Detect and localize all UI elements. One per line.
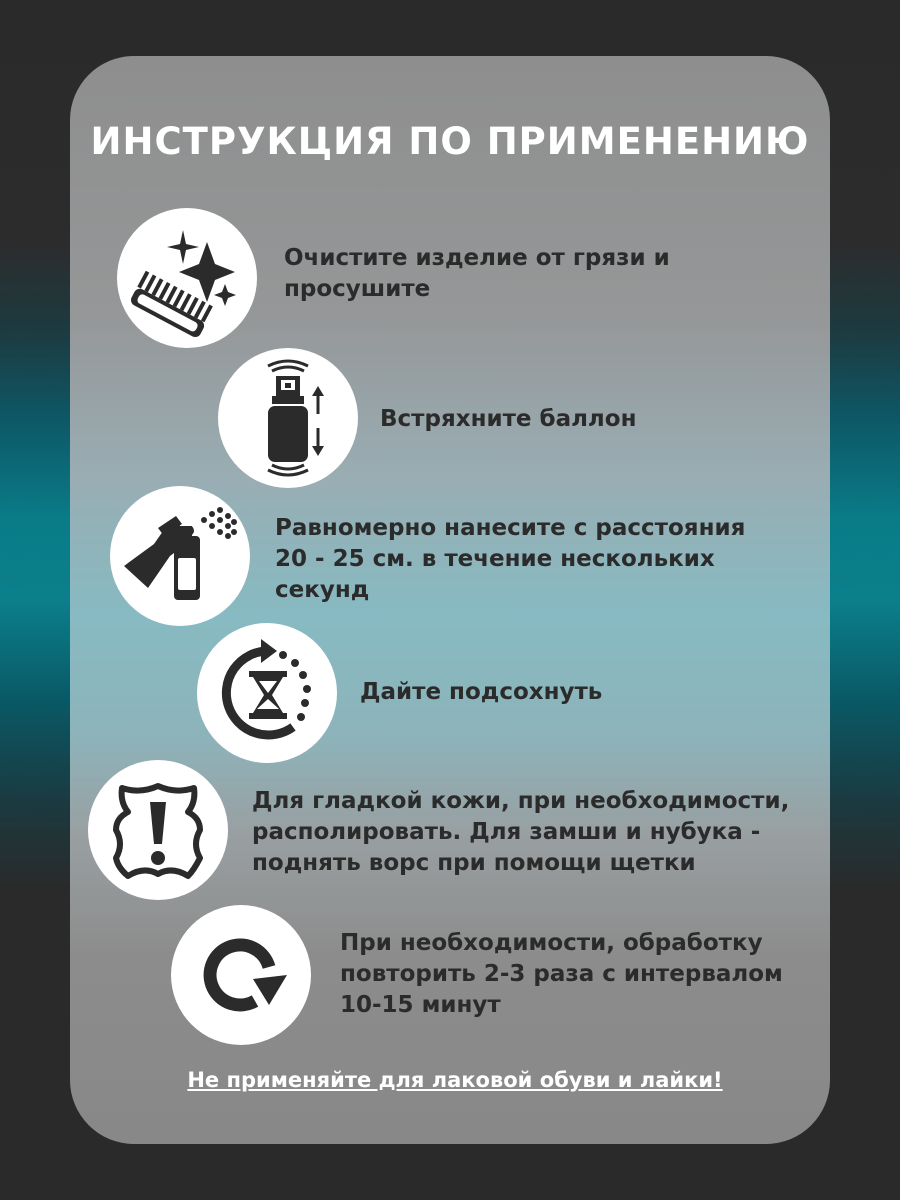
step-2-text: Встряхните баллон — [380, 406, 637, 432]
step-6-text: При необходимости, обработку повторить 2-3 раза с интервалом 10-15 минут — [340, 930, 783, 1018]
page-title: ИНСТРУКЦИЯ ПО ПРИМЕНЕНИЮ — [90, 120, 810, 163]
warning-note: Не применяйте для лаковой обуви и лайки! — [187, 1068, 723, 1092]
repeat-arrow-icon — [171, 905, 311, 1045]
step-5-text: Для гладкой кожи, при необходимости, располировать. Для замши и нубука - поднять ворс при помощи щетки — [252, 788, 790, 876]
step-1-text: Очистите изделие от грязи и просушите — [284, 245, 670, 302]
step-3-text: Равномерно нанесите с расстояния 20 - 25 см. в течение нескольких секунд — [275, 515, 746, 603]
shake-can-icon — [218, 348, 358, 488]
hourglass-timer-icon — [197, 623, 337, 763]
leather-warning-icon — [88, 760, 228, 900]
step-4-text: Дайте подсохнуть — [360, 679, 603, 705]
spray-hand-icon — [110, 486, 250, 626]
brush-sparkles-icon — [117, 208, 257, 348]
